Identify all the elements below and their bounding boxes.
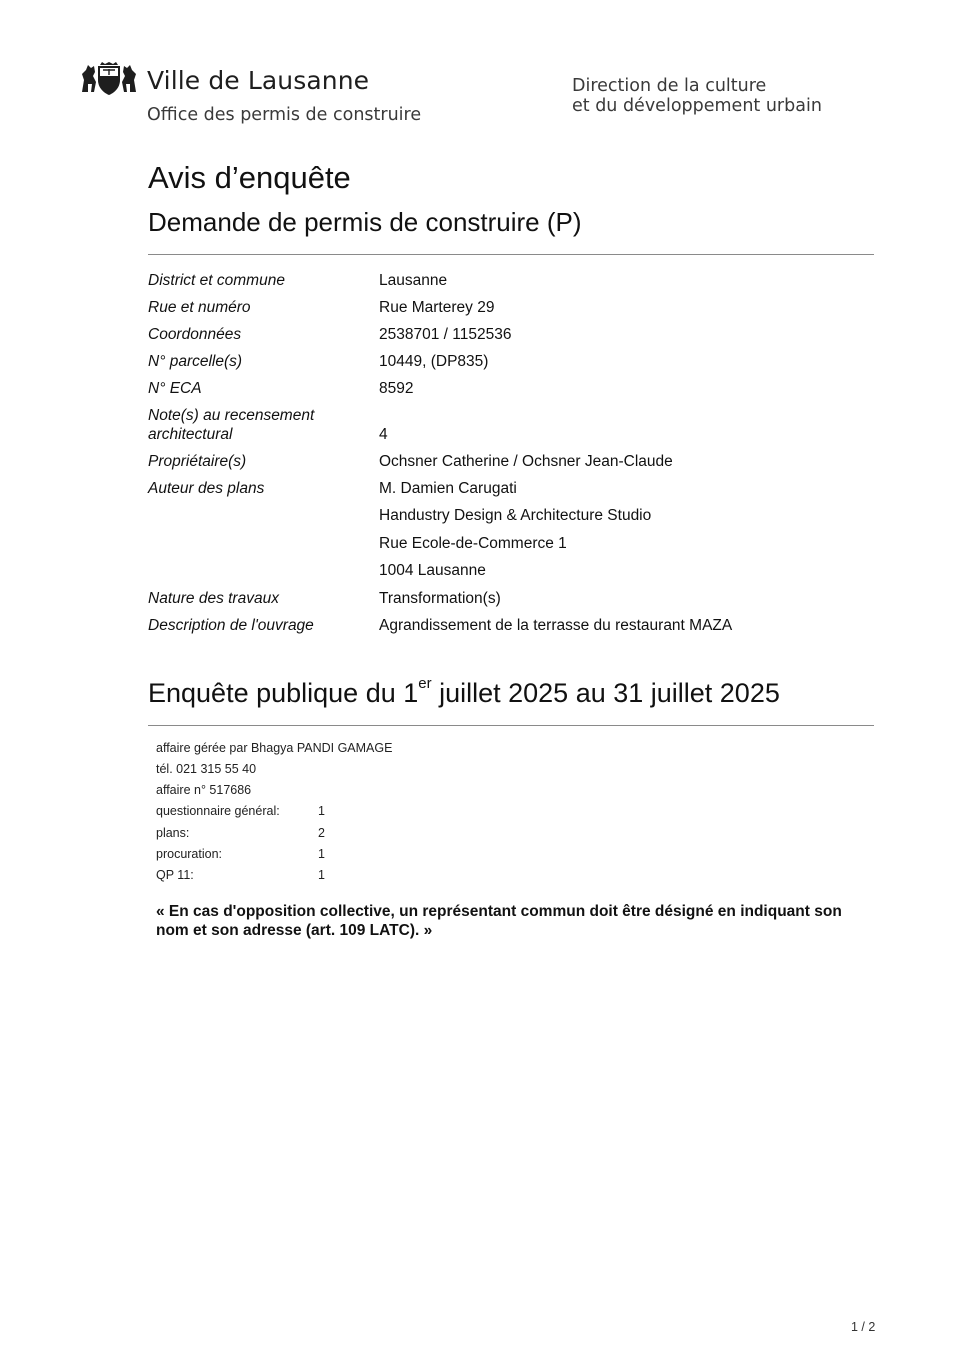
owners-label: Propriétaire(s) bbox=[148, 453, 247, 470]
collective-opposition-notice: « En cas d'opposition collective, un représentant commun doit être désigné en indiquant son nom et son adresse (art. 109 LATC). » bbox=[156, 903, 842, 939]
document-count: 2 bbox=[318, 826, 325, 840]
department-line-1: Direction de la culture bbox=[572, 76, 767, 96]
street-label: Rue et numéro bbox=[148, 299, 251, 316]
page-number: 1 / 2 bbox=[851, 1320, 876, 1334]
case-number: affaire n° 517686 bbox=[156, 783, 252, 797]
case-manager: affaire gérée par Bhagya PANDI GAMAGE bbox=[156, 741, 393, 755]
author-company: Handustry Design & Architecture Studio bbox=[379, 507, 652, 524]
author-city: 1004 Lausanne bbox=[379, 562, 486, 579]
description-label: Description de l'ouvrage bbox=[148, 617, 314, 634]
document-label: questionnaire général: bbox=[156, 804, 280, 818]
works-label: Nature des travaux bbox=[148, 590, 279, 607]
author-label: Auteur des plans bbox=[148, 480, 265, 497]
coordinates-label: Coordonnées bbox=[148, 326, 242, 343]
document-label: QP 11: bbox=[156, 868, 194, 882]
org-name: Ville de Lausanne bbox=[147, 66, 370, 95]
author-name: M. Damien Carugati bbox=[379, 480, 517, 497]
page-subtitle: Demande de permis de construire (P) bbox=[148, 207, 582, 237]
page-title: Avis d’enquête bbox=[148, 160, 351, 195]
works-value: Transformation(s) bbox=[379, 590, 501, 607]
document-count: 1 bbox=[318, 868, 325, 882]
document-count: 1 bbox=[318, 804, 325, 818]
parcel-label: N° parcelle(s) bbox=[148, 353, 243, 370]
enquiry-period bbox=[148, 675, 780, 709]
document-label: procuration: bbox=[156, 847, 223, 861]
enquiry-suffix: juillet 2025 au 31 juillet 2025 bbox=[431, 678, 780, 708]
divider bbox=[148, 254, 874, 255]
owners-value: Ochsner Catherine / Ochsner Jean-Claude bbox=[379, 453, 673, 470]
eca-label: N° ECA bbox=[148, 380, 202, 397]
office-name: Office des permis de construire bbox=[147, 105, 422, 125]
eca-value: 8592 bbox=[379, 380, 414, 397]
district-label: District et commune bbox=[148, 272, 285, 289]
enquiry-prefix: Enquête publique du 1 bbox=[148, 678, 419, 708]
divider bbox=[148, 725, 874, 726]
census-value: 4 bbox=[379, 426, 388, 443]
parcel-value: 10449, (DP835) bbox=[379, 353, 489, 370]
census-label-line-1: Note(s) au recensement bbox=[148, 407, 315, 424]
lausanne-coat-of-arms-icon bbox=[80, 62, 138, 96]
department-line-2: et du développement urbain bbox=[572, 96, 822, 116]
district-value: Lausanne bbox=[379, 272, 448, 289]
street-value: Rue Marterey 29 bbox=[379, 299, 495, 316]
coordinates-value: 2538701 / 1152536 bbox=[379, 326, 512, 343]
author-street: Rue Ecole-de-Commerce 1 bbox=[379, 535, 567, 552]
case-phone: tél. 021 315 55 40 bbox=[156, 762, 257, 776]
document-label: plans: bbox=[156, 826, 190, 840]
document-count: 1 bbox=[318, 847, 325, 861]
description-value: Agrandissement de la terrasse du restaurant MAZA bbox=[379, 617, 733, 634]
census-label-line-2: architectural bbox=[148, 426, 233, 443]
enquiry-superscript: er bbox=[418, 675, 432, 692]
